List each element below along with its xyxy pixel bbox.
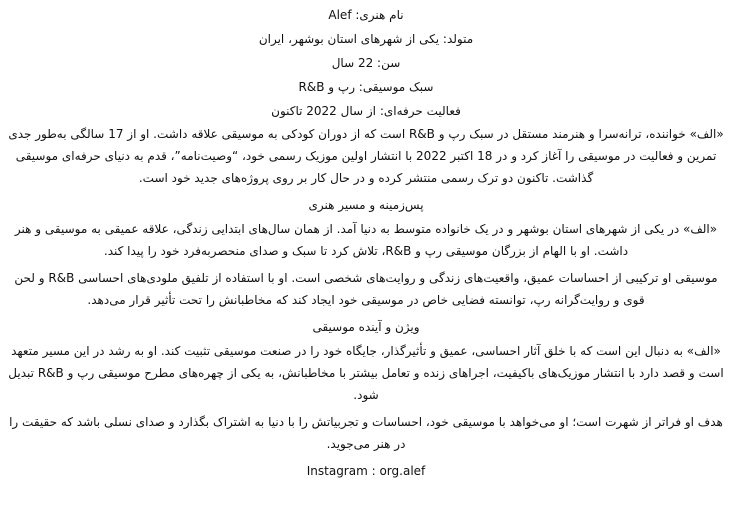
instagram-label: Instagram <box>306 464 368 478</box>
birthplace: متولد: یکی از شهرهای استان بوشهر، ایران <box>258 32 474 46</box>
vision-paragraph-1: «الف» به دنبال این است که با خلق آثار احساسی، عمیق و تأثیرگذار، جایگاه خود را در صنعت موسیقی تثبیت کند. او به رشد در این مسیر متعهد است و قصد دارد با انتشار موزیک‌های باکیفیت، اجراهای زنده و تعامل بیشتر با مخاطبانش، به یکی از چهره‌های مطرح موسیقی رپ و R&B تبدیل شود. <box>8 344 724 402</box>
instagram-handle[interactable]: org.alef <box>379 464 426 478</box>
instagram-line <box>8 460 724 482</box>
age: سن: 22 سال <box>331 56 401 70</box>
vision-heading: ویژن و آینده موسیقی <box>312 320 420 334</box>
background-paragraph-1: «الف» در یکی از شهرهای استان بوشهر و در یک خانواده متوسط به دنیا آمد. از همان سال‌های ابتدایی زندگی، علاقه عمیقی به موسیقی و هنر داشت. او با الهام از بزرگان موسیقی رپ و R&B، تلاش کرد تا سبک و صدای منحصربه‌فرد خود را پیدا کند. <box>14 222 718 258</box>
genre: سبک موسیقی: رپ و R&B <box>298 80 434 94</box>
intro-paragraph: «الف» خواننده، ترانه‌سرا و هنرمند مستقل در سبک رپ و R&B است که از دوران کودکی به موسیقی علاقه داشت. او از 17 سالگی به‌طور جدی تمرین و فعالیت در موسیقی را آغاز کرد و در 18 اکتبر 2022 با انتشار اولین موزیک رسمی خود، “وصیت‌نامه”، قدم به دنیای حرفه‌ای موسیقی گذاشت. تاکنون دو ترک رسمی منتشر کرده و در حال کار بر روی پروژه‌های جدید خود است. <box>8 127 724 185</box>
background-paragraph-2: موسیقی او ترکیبی از احساسات عمیق، واقعیت‌های زندگی و روایت‌های شخصی است. او با استفاده از تلفیق ملودی‌های احساسی R&B و لحن قوی و روایت‌گرانه رپ، توانسته فضایی خاص در موسیقی خود ایجاد کند که مخاطبانش را تحت تأثیر قرار می‌دهد. <box>14 271 718 307</box>
background-heading: پس‌زمینه و مسیر هنری <box>308 198 424 212</box>
profile-block <box>8 3 724 123</box>
activity-period: فعالیت حرفه‌ای: از سال 2022 تاکنون <box>271 104 461 118</box>
instagram-separator: : <box>367 464 380 478</box>
vision-paragraph-2: هدف او فراتر از شهرت است؛ او می‌خواهد با موسیقی خود، احساسات و تجربیاتش را با دنیا به اشتراک بگذارد و صدای نسلی باشد که حقیقت را در هنر می‌جوید. <box>9 415 723 451</box>
artist-name: نام هنری: Alef <box>328 8 404 22</box>
